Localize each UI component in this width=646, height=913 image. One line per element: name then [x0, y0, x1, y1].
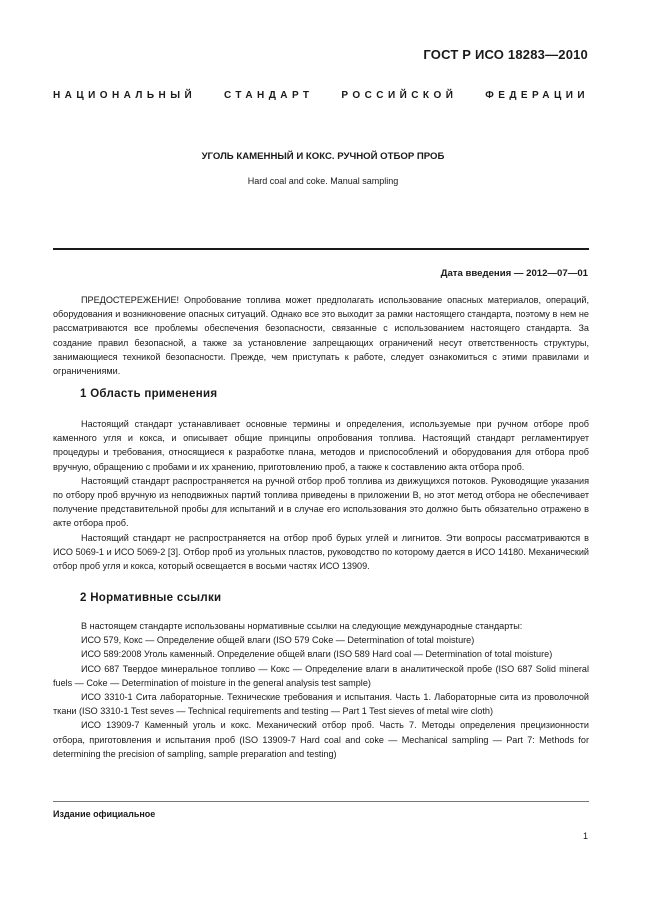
normative-reference: ИСО 589:2008 Уголь каменный. Определение общей влаги (ISO 589 Hard coal — Determination of total moisture) — [81, 649, 553, 660]
normative-reference: ИСО 13909-7 Каменный уголь и кокс. Механический отбор проб. Часть 7. Методы определения прецизионности отбора, приготовления и испытания проб (ISO 13909-7 Hard coal and coke — Mechanical sampling — Part 7: Methods for determining the precision of sampling, sample preparation and testing) — [53, 720, 589, 759]
official-edition-label: Издание официальное — [53, 809, 156, 819]
introduction-date: Дата введения — 2012—07—01 — [440, 268, 588, 279]
document-title-ru: УГОЛЬ КАМЕННЫЙ И КОКС. РУЧНОЙ ОТБОР ПРОБ — [201, 151, 445, 162]
standard-id: ГОСТ Р ИСО 18283—2010 — [423, 47, 588, 62]
normative-reference: ИСО 3310-1 Сита лабораторные. Технические требования и испытания. Часть 1. Лабораторные сита из проволочной ткани (ISO 3310-1 Test seves — Technical requirements and testing — Part 1 Test sieves of metal wire cloth) — [53, 692, 589, 717]
footer-divider — [53, 801, 589, 802]
normative-reference: ИСО 687 Твердое минеральное топливо — Кокс — Определение влаги в аналитической пробе (ISO 687 Solid mineral fuels — Coke — Determination of moisture in the general analysis test sample) — [53, 663, 589, 688]
section-2-paragraph: В настоящем стандарте использованы нормативные ссылки на следующие международные стандарты: — [81, 621, 523, 631]
warning-paragraph: ПРЕДОСТЕРЕЖЕНИЕ! Опробование топлива может предполагать использование опасных материалов, операций, оборудования и возникновение опасных ситуаций. Однако все это выходит за рамки настоящего стандарта, поэтому в нем не рассматриваются все проблемы обеспечения безопасности, связанные с использованием настоящего стандарта. За создание правил безопасной, а также за установление запрещающих ограничений несут ответственность структуры, занимающиеся техникой безопасности. Прежде, чем приступать к работе, следует ознакомиться с этими правилами и ограничениями. — [53, 295, 589, 377]
section-1-body — [53, 417, 589, 573]
page-number: 1 — [582, 831, 588, 841]
section-1-paragraph: Настоящий стандарт устанавливает основные термины и определения, используемые при ручном отборе проб каменного угля и кокса, и описывает общие принципы опробования топлива. Настоящий стандарт регламентирует процедуры и требования, относящиеся к разработке плана, методов и приспособлений и оборудования для отбора проб вручную, обращению с пробами и их хранению, приготовлению проб, а также к составлению акта отбора проб. — [53, 419, 589, 472]
section-1-heading: 1 Область применения — [80, 388, 218, 400]
warning-block — [53, 293, 589, 378]
section-2-body — [53, 619, 589, 761]
document-title-en: Hard coal and coke. Manual sampling — [247, 176, 399, 186]
national-standard-banner: НАЦИОНАЛЬНЫЙ СТАНДАРТ РОССИЙСКОЙ ФЕДЕРАЦИИ — [53, 90, 589, 101]
section-1-paragraph: Настоящий стандарт не распространяется на отбор проб бурых углей и лигнитов. Эти вопросы рассматриваются в ИСО 5069-1 и ИСО 5069-2 [3]. Отбор проб из угольных пластов, руководство по которому дается в ИСО 14180. Механический отбор проб угля и кокса, который освещается в восьми частях ИСО 13909. — [53, 532, 589, 572]
section-2-heading: 2 Нормативные ссылки — [80, 592, 222, 604]
title-divider — [53, 248, 589, 250]
normative-reference: ИСО 579, Кокс — Определение общей влаги (ISO 579 Coke — Determination of total moisture) — [81, 635, 475, 646]
section-1-paragraph: Настоящий стандарт распространяется на ручной отбор проб топлива из движущихся потоков. Руководящие указания по отбору проб вручную из неподвижных партий топлива приведены в приложении В, но этот метод отбора не обеспечивает получение представительной пробы для испытаний и в случае его использования это должно быть обязательно отражено в акте отбора проб. — [53, 475, 589, 529]
